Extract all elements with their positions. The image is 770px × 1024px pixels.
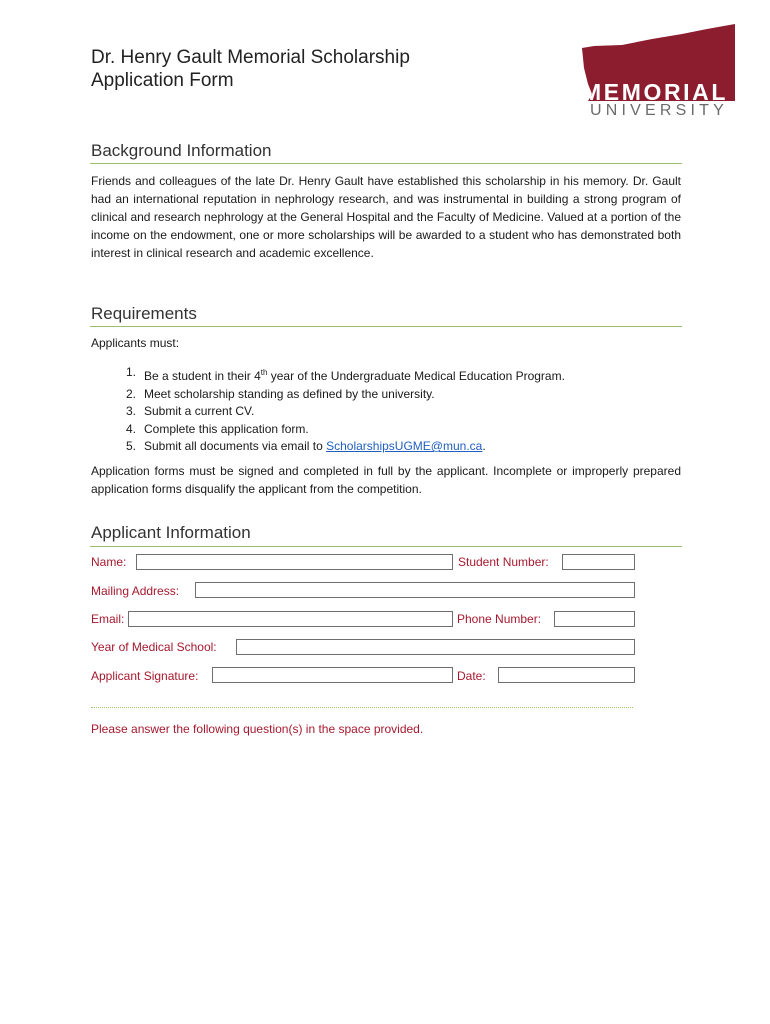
list-item: [91, 364, 565, 386]
name-field[interactable]: [136, 554, 453, 570]
year-of-medical-school-field[interactable]: [236, 639, 635, 655]
applicant-signature-field[interactable]: [212, 667, 453, 683]
student-number-label: Student Number:: [458, 555, 549, 569]
list-item-number: 5.: [125, 439, 136, 453]
email-label: Email:: [91, 612, 125, 626]
list-item-text: Submit a current CV.: [144, 404, 255, 418]
scholarship-email-link[interactable]: ScholarshipsUGME@mun.ca: [326, 439, 483, 453]
list-item: [91, 421, 565, 439]
requirements-list: [91, 364, 565, 456]
background-paragraph: Friends and colleagues of the late Dr. Henry Gault have established this scholarship in his memory. Dr. Gault had an international reputation in nephrology research, and was instrumental in building a strong program of clinical and research nephrology at the General Hospital and the Faculty of Medicine. Valued at a portion of the income on the endowment, one or more scholarships will be awarded to a student who has demonstrated both interest in clinical research and academic excellence.: [91, 174, 681, 260]
section-divider: [90, 163, 682, 164]
list-item-number: 3.: [125, 404, 136, 418]
date-label: Date:: [457, 669, 486, 683]
phone-number-label: Phone Number:: [457, 612, 542, 626]
phone-number-field[interactable]: [554, 611, 635, 627]
name-label: Name:: [91, 555, 127, 569]
list-item-text: Meet scholarship standing as defined by the university.: [144, 386, 435, 401]
list-item-number: 1.: [125, 365, 136, 379]
date-field[interactable]: [498, 667, 635, 683]
list-item-number: 4.: [125, 421, 136, 436]
requirements-note: Application forms must be signed and completed in full by the applicant. Incomplete or improperly prepared application forms disqualify the applicant from the competition.: [91, 464, 681, 496]
list-item-text: Complete this application form.: [144, 421, 309, 436]
logo-word-memorial: MEMORIAL: [582, 79, 729, 105]
mailing-address-field[interactable]: [195, 582, 635, 598]
section-divider: [90, 546, 682, 547]
applicant-signature-label: Applicant Signature:: [91, 669, 199, 683]
list-item: [91, 403, 565, 421]
list-item-text-part: Submit all documents via email to: [144, 439, 327, 453]
list-item-number: 2.: [125, 386, 136, 401]
student-number-field[interactable]: [562, 554, 635, 570]
mailing-address-label: Mailing Address:: [91, 584, 180, 598]
questions-prompt: Please answer the following question(s) in the space provided.: [91, 722, 424, 736]
year-of-medical-school-label: Year of Medical School:: [91, 640, 217, 654]
list-item: [91, 438, 565, 456]
list-item-text: [136, 438, 486, 456]
applicant-heading: Applicant Information: [91, 523, 251, 542]
page-title: [91, 46, 410, 92]
section-divider: [90, 326, 682, 327]
list-item-text-part: .: [482, 439, 486, 453]
title-line-1: Dr. Henry Gault Memorial Scholarship: [91, 47, 410, 68]
email-field[interactable]: [128, 611, 453, 627]
list-item-text: [136, 364, 565, 386]
logo-word-university: UNIVERSITY: [590, 102, 729, 119]
ordinal-superscript: th: [260, 368, 268, 377]
list-item-text-part: Be a student in their 4: [144, 369, 261, 383]
requirements-intro: Applicants must:: [91, 336, 180, 350]
title-line-2: Application Form: [91, 70, 234, 91]
list-item: [91, 386, 565, 404]
background-heading: Background Information: [91, 141, 272, 160]
requirements-heading: Requirements: [91, 304, 197, 323]
dotted-divider: [91, 707, 633, 708]
list-item-text-part: year of the Undergraduate Medical Education Program.: [267, 369, 565, 383]
memorial-university-logo: [582, 24, 737, 120]
